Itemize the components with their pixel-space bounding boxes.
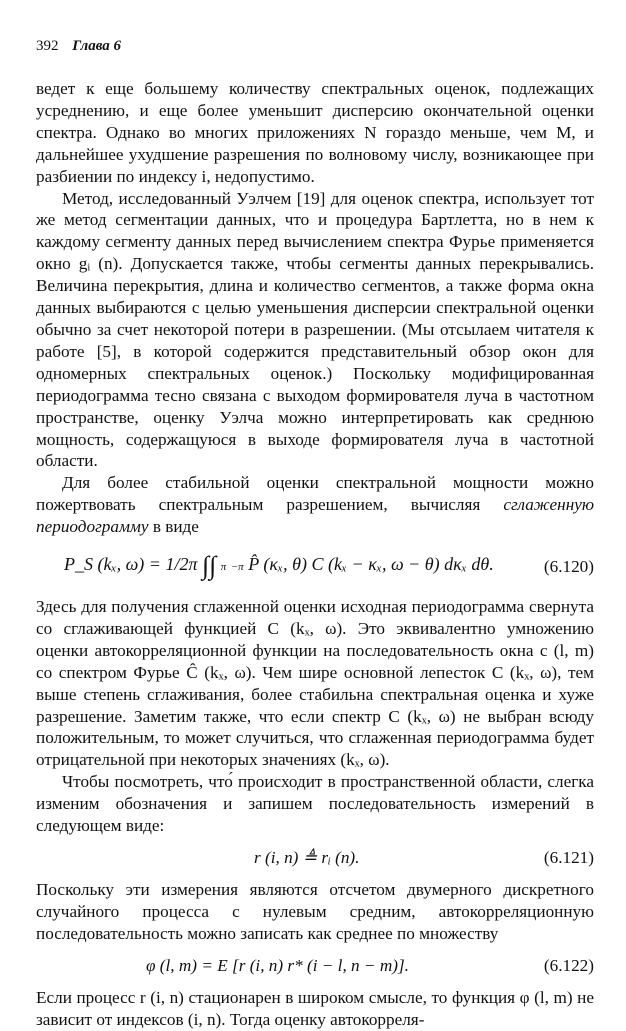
paragraph-1: ведет к еще большему количеству спектральных оценок, подлежащих усреднению, и еще более уменьшит дисперсию окончательной оценки спектра. Однако во многих приложениях N гораздо меньше, чем M, и дальнейшее ухудшение разрешения по волновому числу, возникающее при разбиении по индексу i, недопустимо. (36, 79, 594, 186)
eq120-lower-limit: −π (230, 561, 244, 574)
equation-6-121-body: r (i, n) ≜ rᵢ (n). (254, 848, 360, 867)
integral-sign-icon: ∫ (209, 551, 217, 581)
paragraph-5: Чтобы посмотреть, что́ происходит в пространственной области, слегка изменим обозначения и запишем последовательность измерений в следующем виде: (36, 772, 594, 836)
paragraph-3-emphasis: сглаженную периодограмму (36, 495, 594, 537)
chapter-title: Глава 6 (72, 38, 122, 54)
paragraph-6: Поскольку эти измерения являются отсчетом двумерного дискретного случайного процесса с нулевым средним, автокорреляционную последовательность можно записать как среднее по множеству (36, 880, 594, 943)
equation-6-120-body (64, 551, 494, 581)
integral-sign-icon: ∫ (201, 551, 210, 581)
paragraph-3-text-b: в виде (148, 517, 199, 537)
paragraph-3 (36, 472, 594, 538)
eq120-upper-limit: π (220, 561, 227, 574)
equation-6-122 (36, 951, 594, 981)
paragraph-4: Здесь для получения сглаженной оценки исходная периодограмма свернута со сглаживающей функцией C (kₓ, ω). Это эквивалентно умножению оценки автокорреляционной функции на последовательность окна c (l, m) со спектром Фурье Ĉ (kₓ, ω). Чем шире основной лепесток C (kₓ, ω), тем выше степень сглаживания, более стабильна спектральная оценка и хуже разрешение. Заметим также, что если спектр C (kₓ, ω) не выбран всюду положительным, то может случиться, что сглаженная периодограмма будет отрицательной при некоторых значениях (kₓ, ω). (36, 597, 594, 770)
equation-6-121 (36, 843, 594, 873)
equation-number: (6.122) (543, 955, 594, 975)
page-body (36, 78, 594, 1031)
paragraph-3-text-a: Для более стабильной оценки спектральной мощности можно пожертвовать спектральным разрешением, вычисляя (36, 473, 594, 515)
page-header (36, 38, 121, 55)
eq120-fraction: 1/2π (165, 554, 198, 575)
paragraph-7: Если процесс r (i, n) стационарен в широком смысле, то функция φ (l, m) не зависит от индексов (i, n). Тогда оценку автокорреля- (36, 987, 594, 1029)
equation-6-120 (36, 546, 594, 592)
eq120-lhs: P_S (kₓ, ω) = (64, 554, 161, 575)
equation-number: (6.120) (543, 557, 594, 577)
page-number: 392 (36, 38, 59, 54)
equation-6-122-body: φ (l, m) = E [r (i, n) r* (i − l, n − m)]. (146, 955, 409, 975)
paragraph-2: Метод, исследованный Уэлчем [19] для оценок спектра, использует тот же метод сегментации данных, что и процедура Бартлетта, но в нем к каждому сегменту данных перед вычислением спектра Фурье применяется окно gᵢ (n). Допускается также, чтобы сегменты данных перекрывались. Величина перекрытия, длина и количество сегментов, а также форма окна данных выбираются с целью уменьшения дисперсии спектральной оценки обычно за счет некоторой потери в разрешении. (Мы отсылаем читателя к работе [5], в которой содержится представительный обзор окон для одномерных спектральных оценок.) Поскольку модифицированная периодограмма тесно связана с выходом формирователя луча в частотном пространстве, оценку Уэлча можно интерпретировать как среднюю мощность, содержащуюся в выходе формирователя луча в частотной области. (36, 188, 594, 471)
equation-number: (6.121) (543, 848, 594, 867)
eq120-rhs: P̂ (κₓ, θ) C (kₓ − κₓ, ω − θ) dκₓ dθ. (248, 554, 494, 575)
